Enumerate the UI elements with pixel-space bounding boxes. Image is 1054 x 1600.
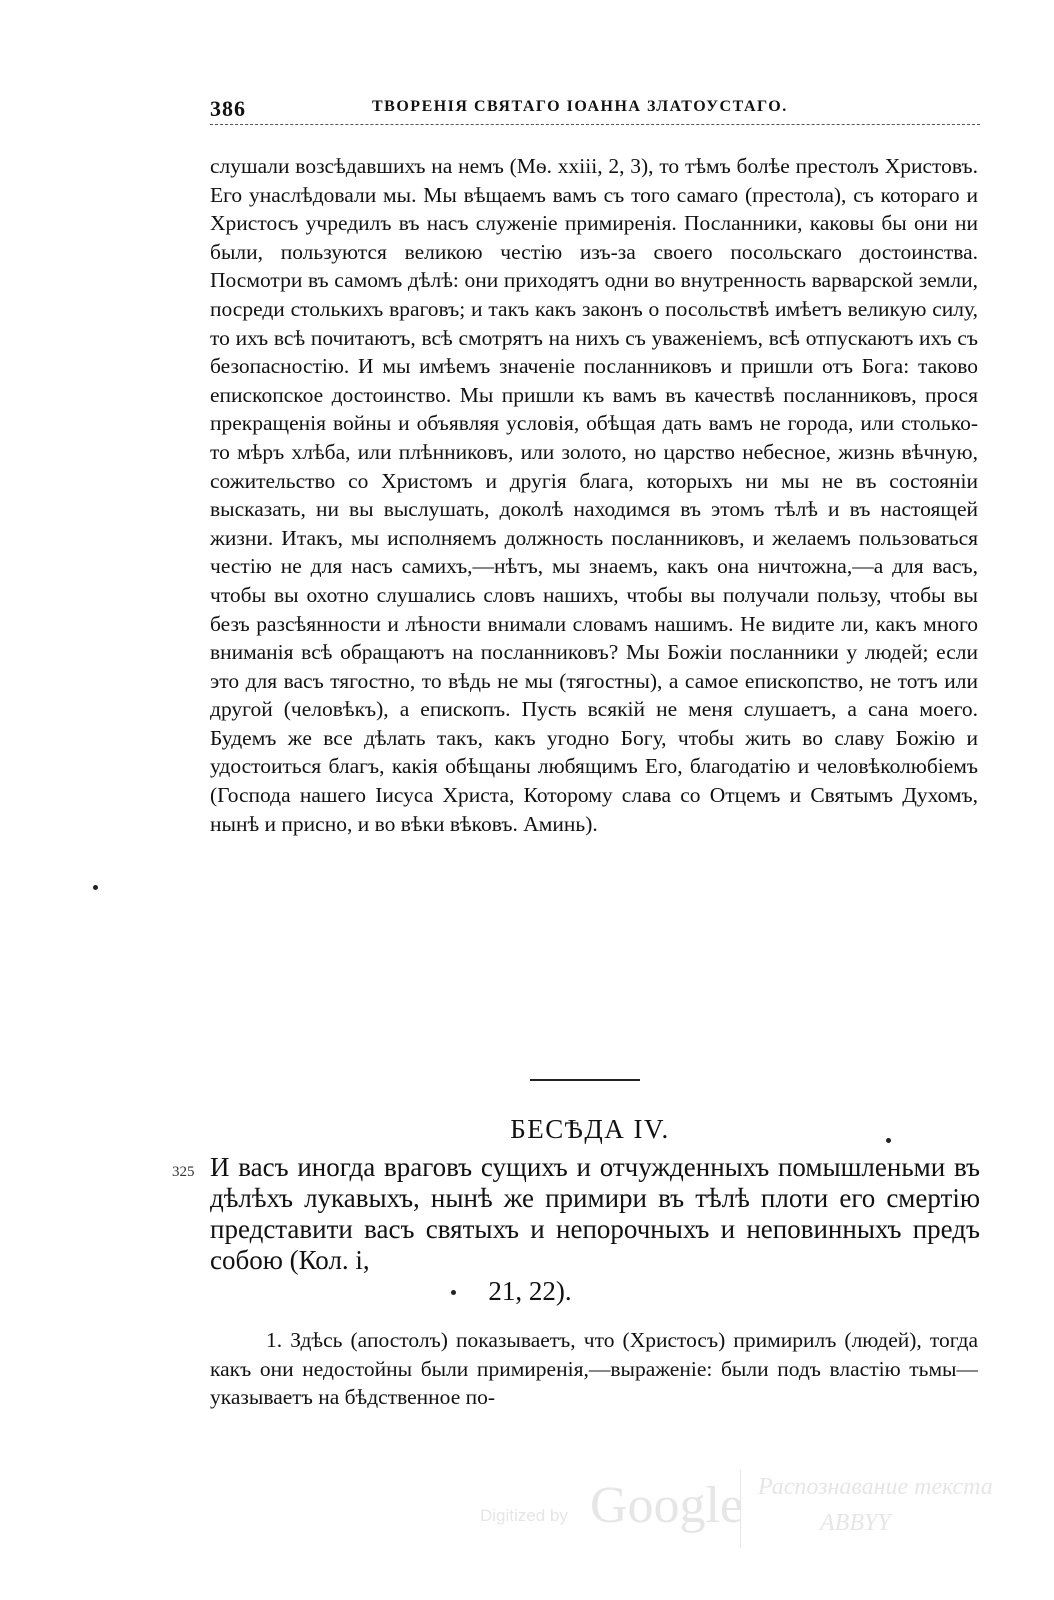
scan-speck	[451, 1290, 456, 1295]
watermark-ocr-brand: АВВYY	[820, 1510, 891, 1536]
digitization-watermark	[480, 1470, 1020, 1550]
running-title: ТВОРЕНІЯ СВЯТАГО ІОАННА ЗЛАТОУСТАГО.	[372, 98, 788, 115]
scan-speck	[93, 885, 98, 890]
epigraph-reference: 21, 22).	[488, 1276, 572, 1306]
page-number: 386	[210, 96, 246, 121]
commentary-paragraph: 1. Здѣсь (апостолъ) показываетъ, что (Христосъ) примирилъ (людей), тогда какъ они недостойны были примиренія,—выраженіе: были подъ властію тьмы—указываетъ на бѣдственное по-	[210, 1328, 978, 1410]
watermark-google-logo: Google	[590, 1477, 744, 1534]
scan-speck	[886, 1138, 891, 1143]
body-paragraph: слушали возсѣдавшихъ на немъ (Мѳ. xxiii, 2, 3), то тѣмъ болѣе престолъ Христовъ. Его унаслѣдовали мы. Мы вѣщаемъ вамъ съ того самаго (престола), съ котораго и Христосъ учредилъ въ насъ служеніе примиренія. Посланники, каковы бы они ни были, пользуются великою честію изъ-за своего посольскаго достоинства. Посмотри въ самомъ дѣлѣ: они приходятъ одни во внутренность варварской земли, посреди столькихъ враговъ; и такъ какъ законъ о посольствѣ имѣетъ великую силу, то ихъ всѣ почитаютъ, всѣ смотрятъ на нихъ съ уваженіемъ, всѣ отпускаютъ ихъ съ безопасностію. И мы имѣемъ значеніе посланниковъ и пришли отъ Бога: таково епископское достоинство. Мы пришли къ вамъ въ качествѣ посланниковъ, прося прекращенія войны и объявляя условія, обѣщая дать вамъ не города, или столько-то мѣръ хлѣба, или плѣнниковъ, или золото, но царство небесное, жизнь вѣчную, сожительство со Христомъ и другія блага, которыхъ ни мы не въ состояніи высказать, ни вы выслушать, доколѣ находимся въ этомъ тѣлѣ и въ настоящей жизни. Итакъ, мы исполняемъ должность посланниковъ, и желаемъ пользоваться честію не для насъ самихъ,—нѣтъ, мы знаемъ, какъ она ничтожна,—а для васъ, чтобы вы охотно слушались словъ нашихъ, чтобы вы получали пользу, чтобы вы безъ разсѣянности и лѣности внимали словамъ нашимъ. Не видите ли, какъ много вниманія всѣ обращаютъ на посланниковъ? Мы Божіи посланники у людей; если это для васъ тягостно, то вѣдь не мы (тягостны), а самое епископство, не тотъ или другой (человѣкъ), а епископъ. Пусть всякій не меня слушаетъ, а сана моего. Будемъ же все дѣлать такъ, какъ угодно Богу, чтобы жить во славу Божію и удостоиться благъ, какія обѣщаны любящимъ Его, благодатію и человѣколюбіемъ (Господа нашего Іисуса Христа, Которому слава со Отцемъ и Святымъ Духомъ, нынѣ и присно, и во вѣки вѣковъ. Аминь).	[210, 154, 978, 836]
watermark-divider	[740, 1470, 741, 1548]
margin-reference-number: 325	[172, 1164, 195, 1180]
watermark-digitized-label: Digitized by	[480, 1506, 568, 1525]
homily-title: БЕСѢДА IV.	[510, 1114, 670, 1144]
epigraph-quote: И васъ иногда враговъ сущихъ и отчужденныхъ помышленьми въ дѣлѣхъ лукавыхъ, нынѣ же примири въ тѣлѣ плоти его смертію представити васъ святыхъ и непорочныхъ и неповинныхъ предъ собою (Кол. i,	[210, 1152, 980, 1275]
watermark-ocr-label: Распознавание текста	[758, 1474, 993, 1500]
section-separator-rule	[530, 1079, 640, 1081]
page-header	[210, 94, 980, 125]
